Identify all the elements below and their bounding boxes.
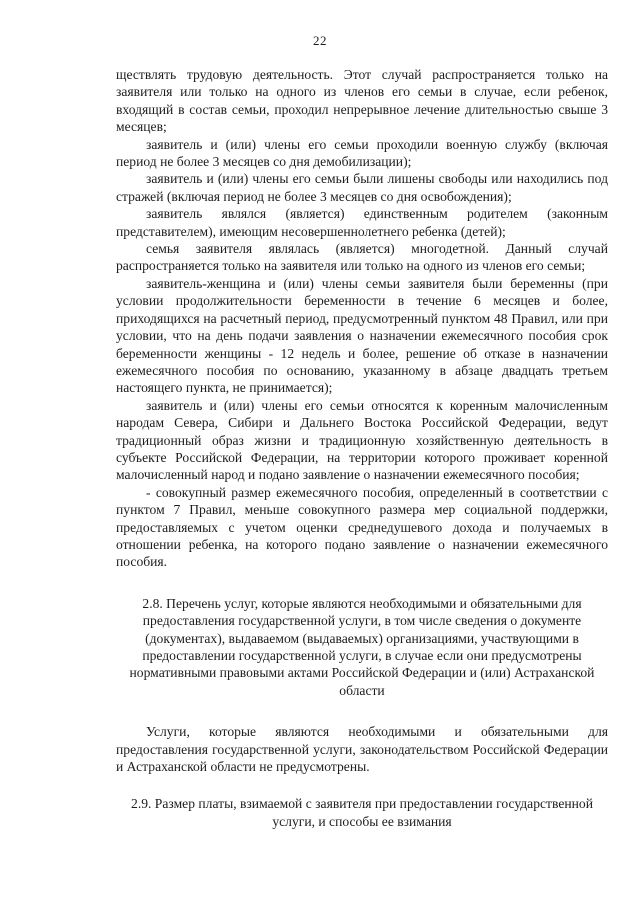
- paragraph-aggregate-benefit: - совокупный размер ежемесячного пособия, определенный в соответствии с пунктом 7 Правил, меньше совокупного размера мер социальной поддержки, предоставляемых с учетом оценки среднедушевого дохода и получаемых в отношении ребенка, на которого подано заявление о назначении ежемесячного пособия.: [116, 484, 608, 570]
- paragraph-indigenous-peoples: заявитель и (или) члены его семьи относятся к коренным малочисленным народам Севера, Сибири и Дальнего Востока Российской Федерации, ведут традиционный образ жизни и традиционную хозяйственную деятельность в субъекте Российской Федерации, на территории которого проживает коренной малочисленный народ и подано заявление о назначении ежемесячного пособия;: [116, 397, 608, 483]
- spacer: [116, 571, 608, 595]
- page-content: [116, 66, 608, 830]
- paragraph-deprivation-of-liberty: заявитель и (или) члены его семьи были лишены свободы или находились под стражей (включая период не более 3 месяцев со дня освобождения);: [116, 171, 608, 204]
- section-heading-2-9: 2.9. Размер платы, взимаемой с заявителя при предоставлении государственной услуги, и способы ее взимания: [131, 796, 593, 829]
- section-heading-2-8: 2.8. Перечень услуг, которые являются необходимыми и обязательными для предоставления государственной услуги, в том числе сведения о документе (документах), выдаваемом (выдаваемых) организациями, участвующими в предоставлении государственной услуги, в случае если они предусмотрены нормативными правовыми актами Российской Федерации и (или) Астраханской области: [129, 595, 595, 698]
- section-body-2-8: Услуги, которые являются необходимыми и обязательными для предоставления государственной услуги, законодательством Российской Федерации и Астраханской области не предусмотрены.: [116, 724, 608, 775]
- paragraph-single-parent: заявитель являлся (является) единственным родителем (законным представителем), имеющим несовершеннолетнего ребенка (детей);: [116, 206, 608, 239]
- spacer: [116, 699, 608, 723]
- paragraph-military-service: заявитель и (или) члены его семьи проходили военную службу (включая период не более 3 месяцев со дня демобилизации);: [116, 136, 608, 170]
- paragraph-large-family: семья заявителя являлась (является) многодетной. Данный случай распространяется только на заявителя или только на одного из членов его семьи;: [116, 241, 608, 274]
- spacer: [116, 775, 608, 795]
- paragraph-continuation: ществлять трудовую деятельность. Этот случай распространяется только на заявителя или только на одного из членов его семьи в случае, если ребенок, входящий в состав семьи, проходил непрерывное лечение длительностью свыше 3 месяцев;: [116, 67, 608, 135]
- page-number: 22: [313, 33, 327, 48]
- paragraph-pregnancy: заявитель-женщина и (или) члены семьи заявителя были беременны (при условии продолжительности беременности в течение 6 месяцев и более, приходящихся на расчетный период, предусмотренный пунктом 48 Правил, или при условии, что на день подачи заявления о назначении ежемесячного пособия срок беременности женщины - 12 недель и более, решение об отказе в назначении ежемесячного пособия по основанию, указанному в абзаце двадцать третьем настоящего пункта, не принимается);: [116, 275, 608, 396]
